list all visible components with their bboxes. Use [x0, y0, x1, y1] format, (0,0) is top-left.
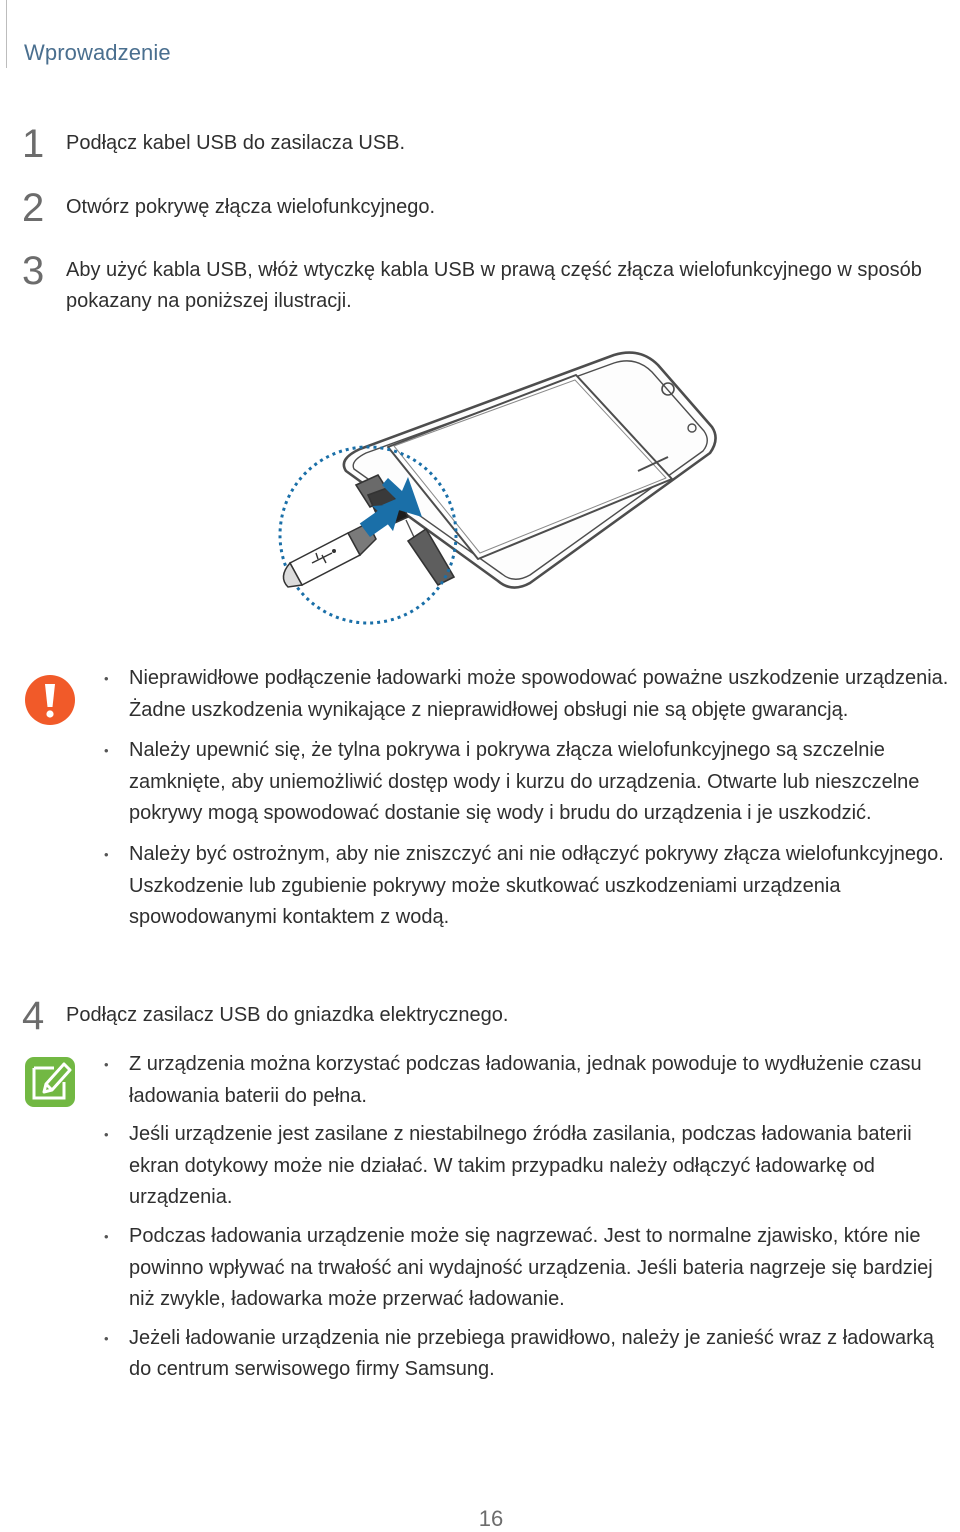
note-icon: [24, 1056, 76, 1113]
step-text: Aby użyć kabla USB, włóż wtyczkę kabla USB w prawą część złącza wielofunkcyjnego w sposób pokazany na poniższej ilustracji.: [66, 259, 922, 312]
usb-plug-illustration: [283, 523, 376, 587]
list-item: • Podczas ładowania urządzenie może się nagrzewać. Jest to normalne zjawisko, które nie powinno wpływać na trwałość ani wydajność urządzenia. Jeśli bateria nagrzeje się bardziej niż zwykle, ładowarka może przerwać ładowanie.: [100, 1221, 950, 1316]
step-text: Podłącz kabel USB do zasilacza USB.: [66, 132, 406, 154]
usb-cable-insertion-illustration: [268, 345, 720, 645]
step-text: Otwórz pokrywę złącza wielofunkcyjnego.: [66, 196, 436, 218]
list-item: • Jeśli urządzenie jest zasilane z niestabilnego źródła zasilania, podczas ładowania baterii ekran dotykowy może nie działać. W takim przypadku należy odłączyć ładowarkę od urządzenia.: [100, 1119, 950, 1214]
step-number: 4: [22, 994, 45, 1038]
step-number: 1: [22, 122, 45, 166]
caution-icon: [24, 674, 76, 731]
section-title: Wprowadzenie: [24, 40, 171, 65]
list-item: • Należy upewnić się, że tylna pokrywa i pokrywa złącza wielofunkcyjnego są szczelnie zamknięte, aby uniemożliwić dostęp wody i kurzu do urządzenia. Otwarte lub nieszczelne pokrywy mogą spowodować dostanie się wody i brudu do urządzenia i je uszkodzić.: [100, 735, 950, 830]
step-number: 2: [22, 186, 45, 230]
phone-illustration: [344, 353, 716, 588]
list-item: • Należy być ostrożnym, aby nie zniszczyć ani nie odłączyć pokrywy złącza wielofunkcyjnego. Uszkodzenie lub zgubienie pokrywy może skutkować uszkodzeniami urządzenia spowodowanymi kontaktem z wodą.: [100, 839, 950, 934]
list-item: • Z urządzenia można korzystać podczas ładowania, jednak powoduje to wydłużenie czasu ładowania baterii do pełna.: [100, 1049, 950, 1112]
header-divider: [6, 0, 7, 68]
list-item: • Nieprawidłowe podłączenie ładowarki może spowodować poważne uszkodzenie urządzenia. Żadne uszkodzenia wynikające z nieprawidłowej obsługi nie są objęte gwarancją.: [100, 663, 950, 726]
page-number: 16: [478, 1506, 504, 1531]
step-text: Podłącz zasilacz USB do gniazdka elektrycznego.: [66, 1004, 509, 1026]
note-list: [100, 1049, 950, 1386]
caution-list: [100, 663, 950, 934]
step-number: 3: [22, 249, 45, 293]
list-item: • Jeżeli ładowanie urządzenia nie przebiega prawidłowo, należy je zanieść wraz z ładowarką do centrum serwisowego firmy Samsung.: [100, 1323, 950, 1386]
